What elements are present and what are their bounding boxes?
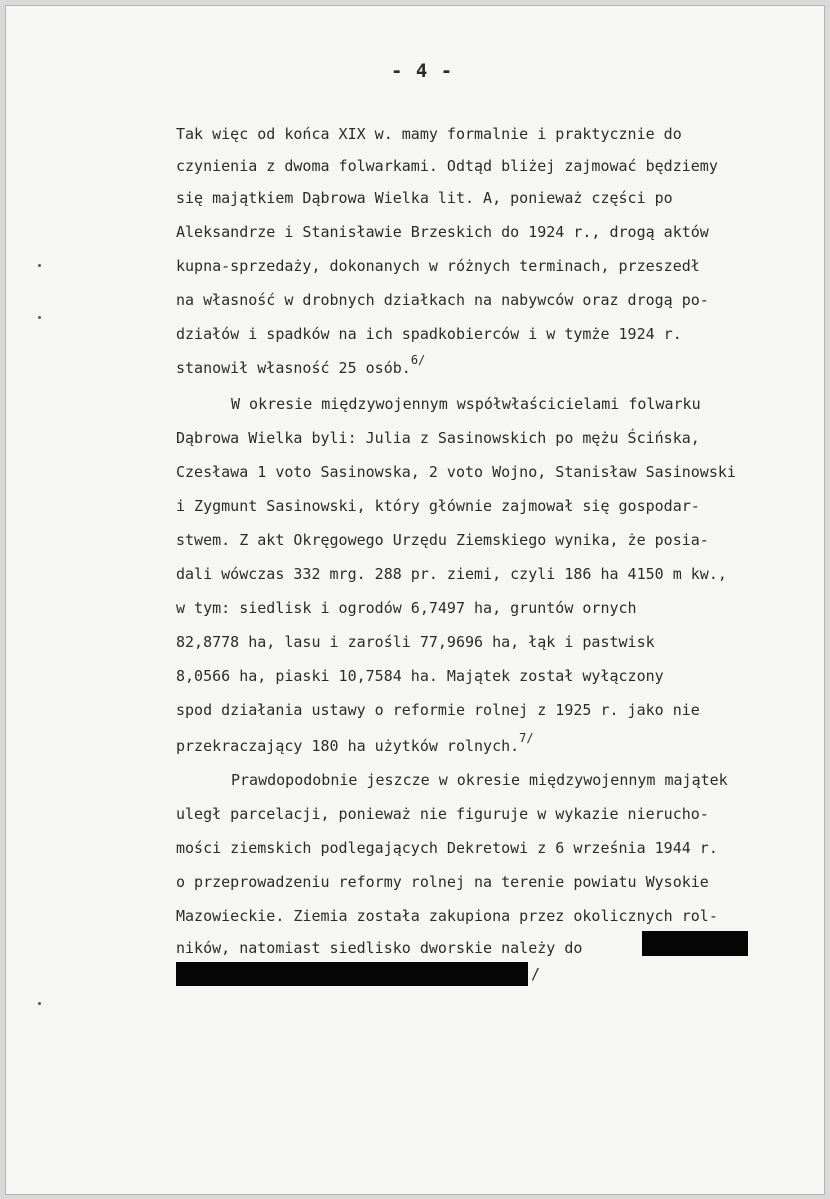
paragraph-1-line-4: Aleksandrze i Stanisławie Brzeskich do 1924 r., drogą aktów: [176, 223, 709, 241]
paragraph-2-line-8: 82,8778 ha, lasu i zarośli 77,9696 ha, łąk i pastwisk: [176, 633, 655, 651]
paragraph-2-line-2: Dąbrowa Wielka byli: Julia z Sasinowskich po mężu Ścińska,: [176, 429, 700, 447]
paragraph-1-line-2: czynienia z dwoma folwarkami. Odtąd bliżej zajmować będziemy: [176, 157, 718, 175]
footnote-6: 6/: [410, 353, 426, 367]
paragraph-2-line-4: i Zygmunt Sasinowski, który głównie zajmował się gospodar-: [176, 497, 700, 515]
paragraph-3-line-4: o przeprowadzeniu reformy rolnej na terenie powiatu Wysokie: [176, 873, 709, 891]
paragraph-2-line-11-text: przekraczający 180 ha użytków rolnych.: [176, 737, 520, 755]
page-number: - 4 -: [391, 60, 454, 82]
paragraph-2-line-6: dali wówczas 332 mrg. 288 pr. ziemi, czyli 186 ha 4150 m kw.,: [176, 565, 727, 583]
paragraph-1-line-8-text: stanowił własność 25 osób.: [176, 359, 411, 377]
document-page: [5, 5, 825, 1195]
redaction-bar: [176, 962, 528, 986]
paragraph-3-line-6: ników, natomiast siedlisko dworskie należy do: [176, 939, 583, 957]
scan-speck: [38, 316, 41, 319]
paragraph-1-line-1: Tak więc od końca XIX w. mamy formalnie i praktycznie do: [176, 125, 682, 143]
paragraph-3-line-7-tail: /: [531, 965, 541, 983]
paragraph-1-line-8: [176, 353, 426, 379]
paragraph-3-line-3: mości ziemskich podlegających Dekretowi z 6 września 1944 r.: [176, 839, 718, 857]
paragraph-2-line-7: w tym: siedlisk i ogrodów 6,7497 ha, gruntów ornych: [176, 599, 637, 617]
footnote-7: 7/: [519, 731, 534, 745]
paragraph-1-line-6: na własność w drobnych działkach na nabywców oraz drogą po-: [176, 291, 709, 309]
scan-speck: [38, 1002, 41, 1005]
paragraph-3-line-1: Prawdopodobnie jeszcze w okresie międzywojennym majątek: [231, 771, 728, 789]
paragraph-2-line-11: [176, 731, 534, 757]
paragraph-2-line-3: Czesława 1 voto Sasinowska, 2 voto Wojno, Stanisław Sasinowski: [176, 463, 736, 481]
paragraph-2-line-10: spod działania ustawy o reformie rolnej z 1925 r. jako nie: [176, 701, 700, 719]
paragraph-1-line-7: działów i spadków na ich spadkobierców i w tymże 1924 r.: [176, 325, 682, 343]
paragraph-2-line-9: 8,0566 ha, piaski 10,7584 ha. Majątek został wyłączony: [176, 667, 664, 685]
paragraph-3-line-2: uległ parcelacji, ponieważ nie figuruje w wykazie nierucho-: [176, 805, 709, 823]
paragraph-3-line-5: Mazowieckie. Ziemia została zakupiona przez okolicznych rol-: [176, 907, 718, 925]
paragraph-1-line-5: kupna-sprzedaży, dokonanych w różnych terminach, przeszedł: [176, 257, 700, 275]
scan-speck: [38, 264, 41, 267]
paragraph-2-line-5: stwem. Z akt Okręgowego Urzędu Ziemskiego wynika, że posia-: [176, 531, 709, 549]
paragraph-1-line-3: się majątkiem Dąbrowa Wielka lit. A, ponieważ części po: [176, 189, 673, 207]
redaction-bar: [642, 931, 748, 956]
paragraph-2-line-1: W okresie międzywojennym współwłaścicielami folwarku: [231, 395, 701, 413]
